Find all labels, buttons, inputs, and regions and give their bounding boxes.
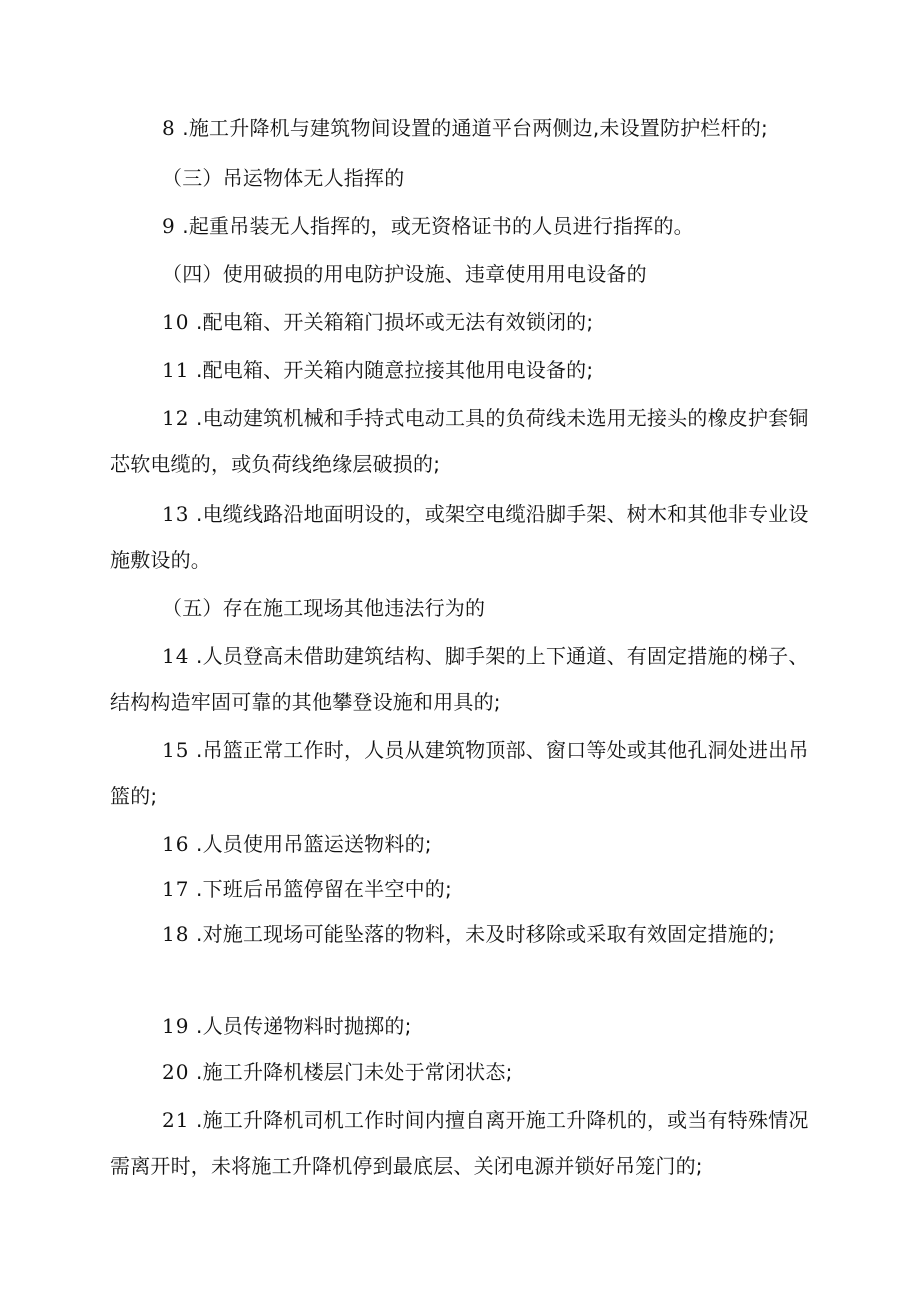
section-heading-5: [110, 585, 815, 631]
item-number: 13: [162, 502, 190, 526]
item-text: .施工升降机与建筑物间设置的通道平台两侧边,未设置防护栏杆的;: [182, 116, 768, 140]
item-number: 16: [162, 832, 190, 856]
item-number: 17: [162, 877, 190, 901]
item-text: .对施工现场可能坠落的物料，未及时移除或采取有效固定措施的;: [196, 922, 776, 946]
item-13: [110, 491, 815, 583]
item-16: [110, 821, 815, 867]
item-number: 11: [162, 358, 190, 382]
heading-text: （五）存在施工现场其他违法行为的: [162, 596, 486, 620]
heading-text: （四）使用破损的用电防护设施、违章使用用电设备的: [162, 262, 647, 286]
item-text: .吊篮正常工作时，人员从建筑物顶部、窗口等处或其他孔洞处进出吊篮的;: [110, 738, 809, 808]
item-14: [110, 633, 815, 725]
item-21: [110, 1097, 815, 1189]
item-8: [110, 105, 815, 151]
item-text: .电缆线路沿地面明设的，或架空电缆沿脚手架、树木和其他非专业设施敷设的。: [110, 502, 809, 572]
item-text: .配电箱、开关箱内随意拉接其他用电设备的;: [196, 358, 594, 382]
item-number: 20: [162, 1060, 190, 1084]
item-10: [110, 299, 815, 345]
heading-text: （三）吊运物体无人指挥的: [162, 166, 405, 190]
item-20: [110, 1049, 815, 1095]
item-text: .人员使用吊篮运送物料的;: [196, 832, 432, 856]
item-text: .施工升降机楼层门未处于常闭状态;: [196, 1060, 513, 1084]
item-text: .施工升降机司机工作时间内擅自离开施工升降机的，或当有特殊情况需离开时，未将施工升降机停到最底层、关闭电源并锁好吊笼门的;: [110, 1108, 809, 1178]
item-number: 15: [162, 738, 190, 762]
item-text: .电动建筑机械和手持式电动工具的负荷线未选用无接头的橡皮护套铜芯软电缆的，或负荷线绝缘层破损的;: [110, 406, 809, 476]
section-heading-3: [110, 155, 815, 201]
item-number: 14: [162, 644, 190, 668]
item-17: [110, 866, 815, 912]
item-number: 8: [162, 116, 176, 140]
item-text: .下班后吊篮停留在半空中的;: [196, 877, 452, 901]
item-15: [110, 727, 815, 819]
item-text: .配电箱、开关箱箱门损坏或无法有效锁闭的;: [196, 310, 594, 334]
item-number: 10: [162, 310, 190, 334]
item-18: [110, 911, 815, 957]
item-number: 21: [162, 1108, 190, 1132]
item-number: 9: [162, 214, 176, 238]
item-text: .人员传递物料时抛掷的;: [196, 1014, 412, 1038]
item-9: [110, 203, 815, 249]
item-number: 12: [162, 406, 190, 430]
item-12: [110, 395, 815, 487]
item-number: 18: [162, 922, 190, 946]
item-11: [110, 347, 815, 393]
item-text: .人员登高未借助建筑结构、脚手架的上下通道、有固定措施的梯子、结构构造牢固可靠的其他攀登设施和用具的;: [110, 644, 809, 714]
item-number: 19: [162, 1014, 190, 1038]
item-19: [110, 1003, 815, 1049]
item-text: .起重吊装无人指挥的，或无资格证书的人员进行指挥的。: [182, 214, 694, 238]
section-heading-4: [110, 251, 815, 297]
